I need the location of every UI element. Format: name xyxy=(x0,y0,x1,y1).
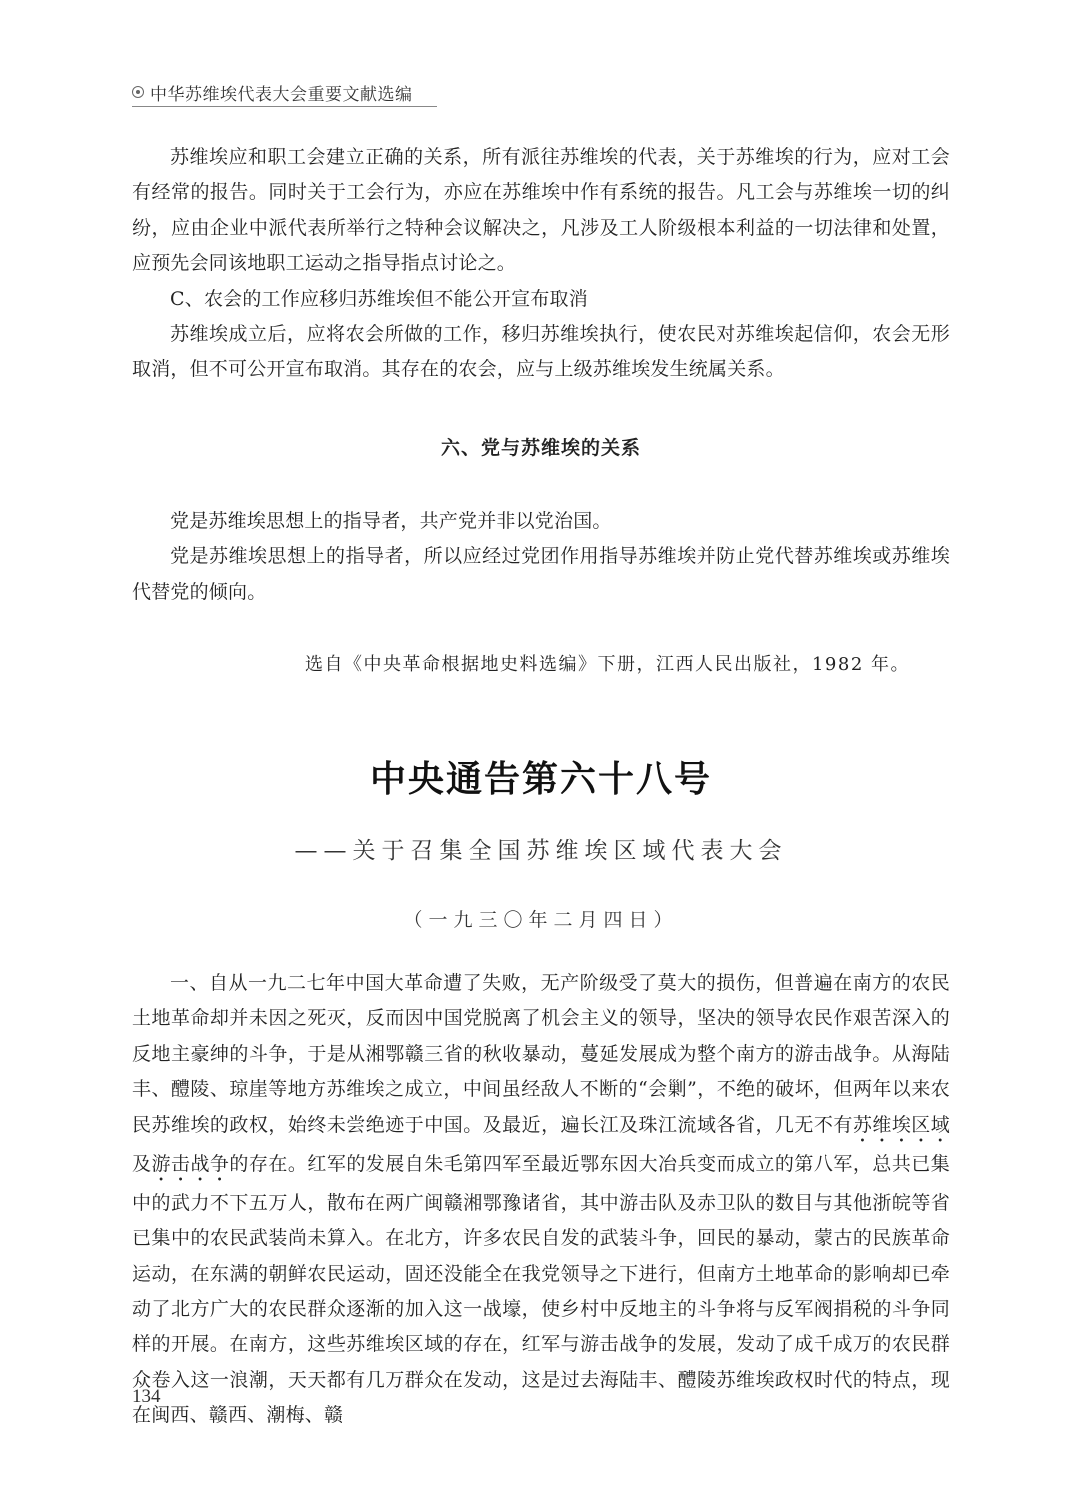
document-title: 中央通告第六十八号 xyxy=(369,758,712,801)
paragraph: 苏维埃成立后，应将农会所做的工作，移归苏维埃执行，使农民对苏维埃起信仰，农会无形取消，但不可公开宣布取消。其存在的农会，应与上级苏维埃发生统属关系。 xyxy=(132,323,950,381)
paragraph-text: 的存在 xyxy=(229,1152,288,1175)
document-subtitle: ——关于召集全国苏维埃区域代表大会 xyxy=(294,838,788,865)
paragraph xyxy=(132,966,950,1433)
section-heading: 六、党与苏维埃的关系 xyxy=(440,436,641,459)
header-rule xyxy=(132,106,437,107)
document-body xyxy=(132,966,950,1433)
source-note: 选自《中央革命根据地史料选编》下册，江西人民出版社，1982 年。 xyxy=(304,654,910,676)
book-title: 中华苏维埃代表大会重要文献选编 xyxy=(150,84,413,105)
paragraph: 苏维埃应和职工会建立正确的关系，所有派往苏维埃的代表，关于苏维埃的行为，应对工会有经常的报告。同时关于工会行为，亦应在苏维埃中作有系统的报告。凡工会与苏维埃一切的纠纷，应由企业中派代表所举行之特种会议解决之，凡涉及工人阶级根本利益的一切法律和处置，应预先会同该地职工运动之指导指点讨论之。 xyxy=(132,146,950,275)
emphasized-text: 苏维埃区域 xyxy=(852,1113,950,1136)
emphasized-text: 游击战争 xyxy=(151,1152,230,1175)
circle-bullet-icon xyxy=(132,86,144,98)
paragraph-text: 一、自从一九二七年中国大革命遭了失败，无产阶级受了莫大的损伤，但普遍在南方的农民土地革命却并未因之死灭，反而因中国党脱离了机会主义的领导，坚决的领导农民作艰苦深入的反地主豪绅的斗争，于是从湘鄂赣三省的秋收暴动，蔓延发展成为整个南方的游击战争。从海陆丰、醴陵、琼崖等地方苏维埃之成立，中间虽经敌人不断的“会剿”，不绝的破坏，但两年以来农民苏维埃的政权，始终未尝绝迹于中国。及最近，遍长江及珠江流域各省，几无不有 xyxy=(132,972,950,1136)
page-content xyxy=(132,140,950,1434)
document-date: （一九三〇年二月四日） xyxy=(403,909,679,932)
running-header xyxy=(132,80,413,104)
page-number: 134 xyxy=(132,1386,161,1407)
paragraph-text: 及 xyxy=(132,1152,152,1175)
paragraph: 党是苏维埃思想上的指导者，所以应经过党团作用指导苏维埃并防止党代替苏维埃或苏维埃代替党的倾向。 xyxy=(132,545,950,603)
paragraph: C、农会的工作应移归苏维埃但不能公开宣布取消 xyxy=(170,287,588,310)
paragraph-text: 。红军的发展自朱毛第四军至最近鄂东因大冶兵变而成立的第八军，总共已集中的武力不下五万人，散布在两广闽赣湘鄂豫诸省，其中游击队及赤卫队的数目与其他浙皖等省已集中的农民武装尚未算入。在北方，许多农民自发的武装斗争，回民的暴动，蒙古的民族革命运动，在东满的朝鲜农民运动，固还没能全在我党领导之下进行，但南方土地革命的影响却已牵动了北方广大的农民群众逐渐的加入这一战壕，使乡村中反地主的斗争将与反军阀捐税的斗争同样的开展。在南方，这些苏维埃区域的存在，红军与游击战争的发展，发动了成千成万的农民群众卷入这一浪潮，天天都有几万群众在发动，这是过去海陆丰、醴陵苏维埃政权时代的特点，现在闽西、赣西、潮梅、赣 xyxy=(132,1152,950,1427)
paragraph: 党是苏维埃思想上的指导者，共产党并非以党治国。 xyxy=(170,509,612,532)
